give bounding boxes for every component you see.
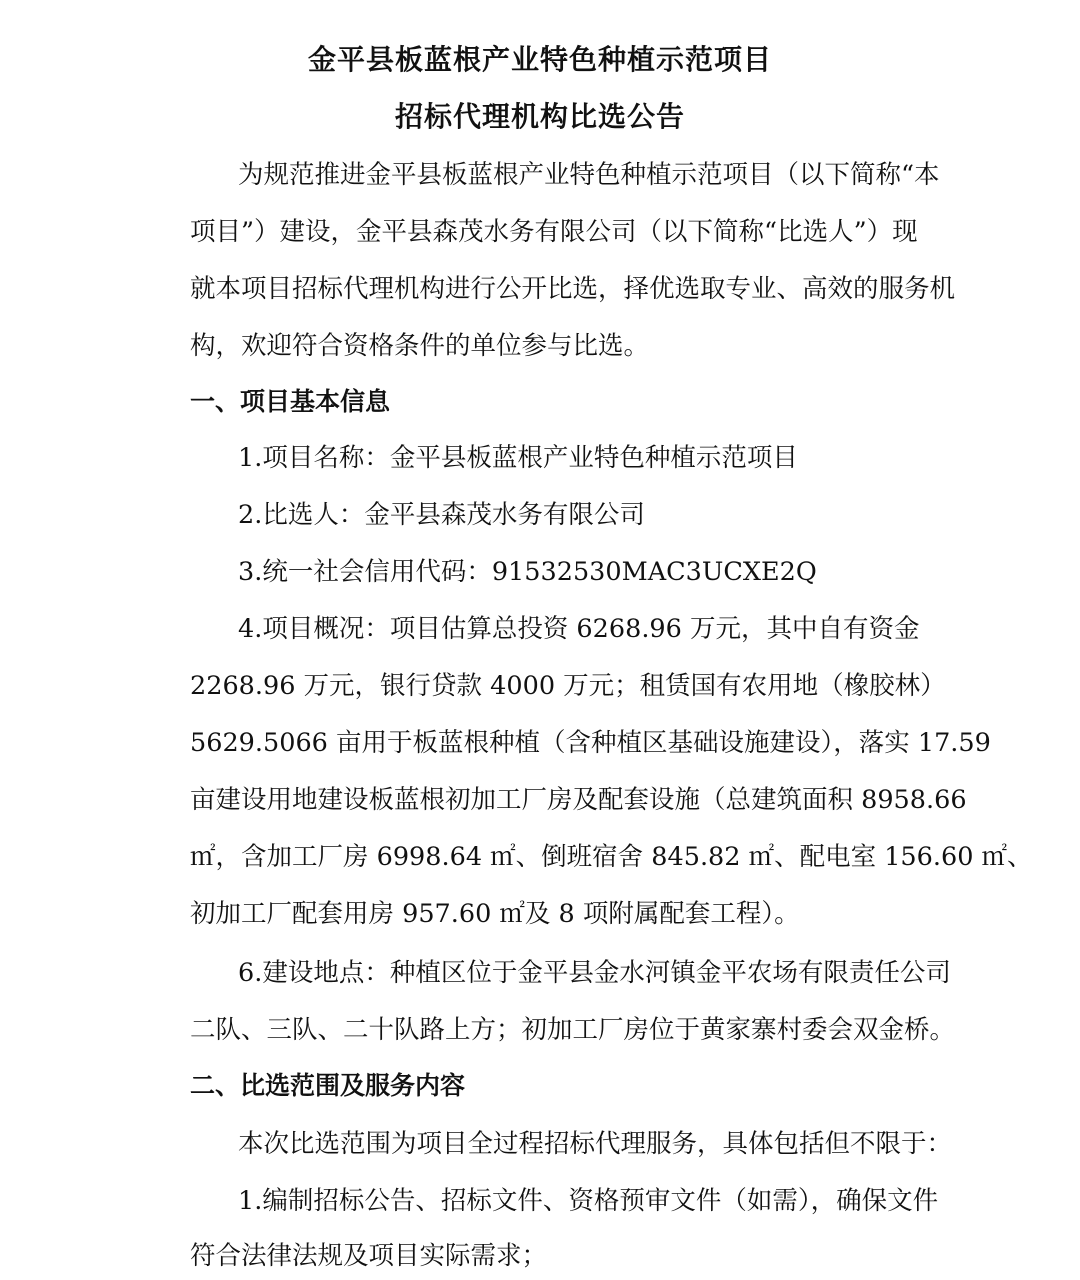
item-overview-line-6: 初加工厂配套用房 957.60 ㎡及 8 项附属配套工程）。 xyxy=(190,899,800,929)
intro-line-1: 为规范推进金平县板蓝根产业特色种植示范项目（以下简称“本 xyxy=(238,160,940,190)
item-location-line-2: 二队、三队、二十队路上方；初加工厂房位于黄家寨村委会双金桥。 xyxy=(190,1015,956,1045)
item-overview-line-1: 4.项目概况：项目估算总投资 6268.96 万元，其中自有资金 xyxy=(238,614,920,644)
service-1-line-2: 符合法律法规及项目实际需求； xyxy=(190,1241,548,1271)
intro-line-4: 构，欢迎符合资格条件的单位参与比选。 xyxy=(190,331,650,361)
section-heading-basic-info: 一、项目基本信息 xyxy=(190,387,391,416)
intro-line-2: 项目”）建设，金平县森茂水务有限公司（以下简称“比选人”）现 xyxy=(190,217,918,247)
item-location-line-1: 6.建设地点：种植区位于金平县金水河镇金平农场有限责任公司 xyxy=(238,958,951,988)
service-1-line-1: 1.编制招标公告、招标文件、资格预审文件（如需），确保文件 xyxy=(238,1186,939,1216)
item-overview-line-3: 5629.5066 亩用于板蓝根种植（含种植区基础设施建设），落实 17.59 xyxy=(190,728,991,758)
item-overview-line-5: ㎡，含加工厂房 6998.64 ㎡、倒班宿舍 845.82 ㎡、配电室 156.60 ㎡、 xyxy=(190,842,1033,872)
section-heading-scope: 二、比选范围及服务内容 xyxy=(190,1071,466,1100)
document-title-line-1: 金平县板蓝根产业特色种植示范项目 xyxy=(307,43,772,76)
scope-line: 本次比选范围为项目全过程招标代理服务，具体包括但不限于： xyxy=(238,1129,953,1159)
document-title-line-2: 招标代理机构比选公告 xyxy=(394,100,685,133)
item-overview-line-2: 2268.96 万元，银行贷款 4000 万元；租赁国有农用地（橡胶林） xyxy=(190,671,946,701)
item-project-name: 1.项目名称：金平县板蓝根产业特色种植示范项目 xyxy=(238,443,798,473)
item-overview-line-4: 亩建设用地建设板蓝根初加工厂房及配套设施（总建筑面积 8958.66 xyxy=(190,785,967,815)
item-selector: 2.比选人：金平县森茂水务有限公司 xyxy=(238,500,645,530)
intro-line-3: 就本项目招标代理机构进行公开比选，择优选取专业、高效的服务机 xyxy=(190,274,956,304)
item-credit-code: 3.统一社会信用代码：91532530MAC3UCXE2Q xyxy=(238,557,817,587)
